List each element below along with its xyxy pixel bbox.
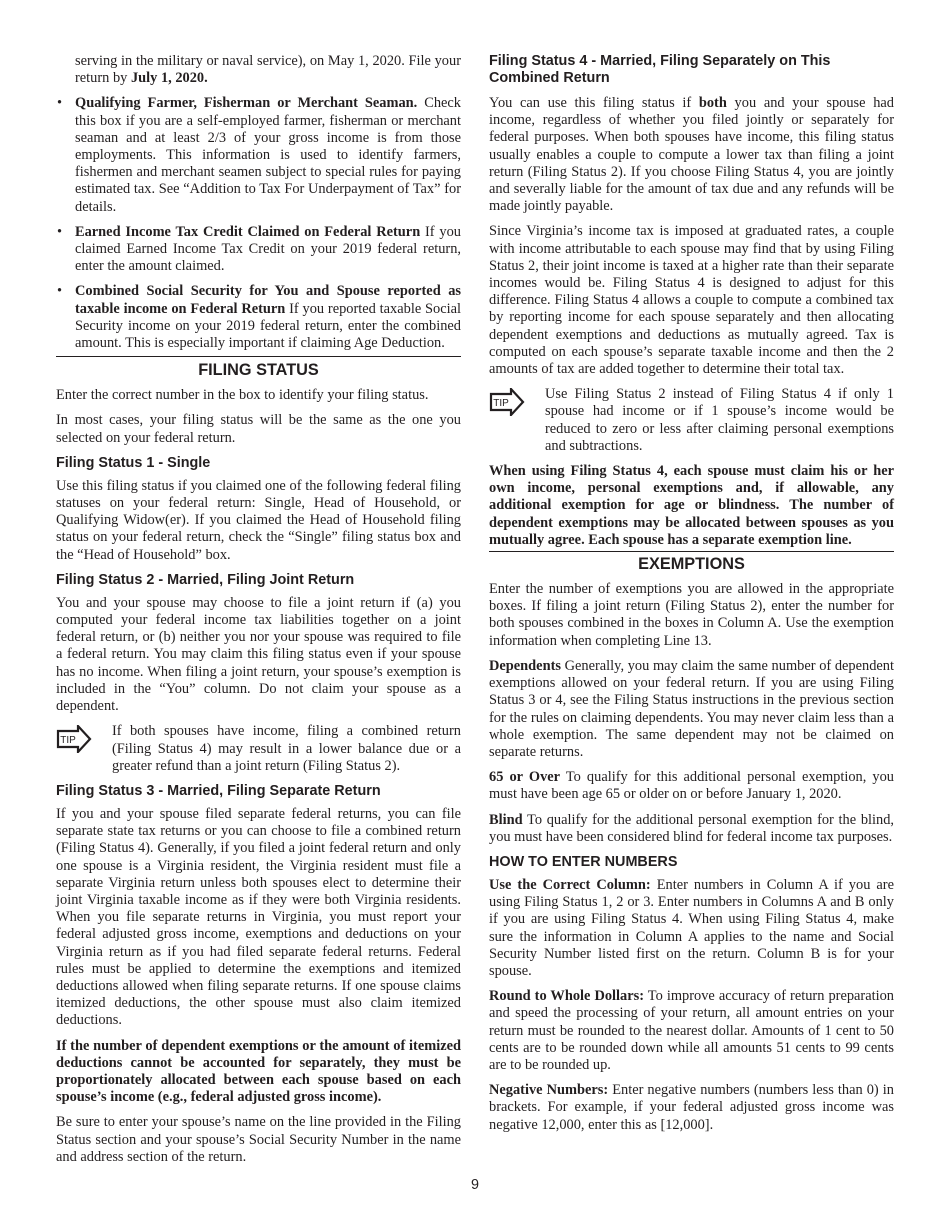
blind-paragraph: Blind To qualify for the additional personal exemption for the blind, you must have been considered blind for federal income tax purposes. (489, 811, 894, 845)
intro-date: July 1, 2020. (130, 70, 208, 87)
tip-text-status-2-instead: Use Filing Status 2 instead of Filing Status 4 if only 1 spouse had income or if 1 spouse’s income would be reduced to zero or less after claiming personal exemptions and subtractions. (545, 386, 894, 454)
filing-status-1-heading: Filing Status 1 - Single (56, 454, 211, 471)
filing-status-title: FILING STATUS (56, 356, 461, 380)
age-65-paragraph: 65 or Over To qualify for this additional personal exemption, you must have been age 65 or older on or before January 1, 2020. (489, 769, 894, 803)
exemptions-title: EXEMPTIONS (638, 555, 745, 574)
filing-status-4-heading: Filing Status 4 - Married, Filing Separately on This Combined Return (489, 53, 831, 86)
correct-column-paragraph: Use the Correct Column: Enter numbers in Column A if you are using Filing Status 1, 2 or 3. Enter numbers in Columns A and B only if you are using Filing Status 4. When using Filing Status 4, make sure the information in Column A applies to the name and Social Security Number listed first on the return. Column B is for your spouse. (489, 876, 894, 979)
filing-status-4-body: You can use this filing status if both you and your spouse had income, regardless of whether you filed jointly or separately for federal purposes. When both spouses have income, this filing status usually enables a couple to compute a lower tax than filing a joint return (Filing Status 2). If you choose Filing Status 4, you are jointly and severally liable for the amount of tax due and any refunds will be made jointly payable. (489, 95, 894, 215)
filing-status-note: In most cases, your filing status will be the same as the one you selected on your federal return. (56, 412, 461, 446)
checkbox-bullets (56, 95, 461, 352)
round-dollars-paragraph: Round to Whole Dollars: To improve accuracy of return preparation and speed the processing of your return, all amount entries on your return must be rounded to the nearest dollar. Amounts of 1 cent to 50 cents are to be rounded down while all amounts 51 cents to 99 cents are to be rounded up. (489, 988, 894, 1073)
page-number: 9 (470, 1177, 479, 1193)
filing-status-3-body: If you and your spouse filed separate federal returns, you can file separate state tax returns or you can choose to file a combined return (Filing Status 4). Generally, if you filed a joint federal return and only one spouse is a Virginia resident, the Virginia resident must file a separate Virginia return unless both spouses elect to determine their joint Virginia taxable income as if they were both Virginia residents. When you file separate returns in Virginia, you must report your federal adjusted gross income, exemptions and deductions on your Virginia return as if you had filed separate federal returns. Federal rules must be applied to determine the exemptions and itemized deductions allowed when filing separate returns. If one spouse claims itemized deductions, the other spouse must also claim itemized deductions. (56, 805, 461, 1029)
filing-status-1-body: Use this filing status if you claimed one of the following federal filing statuses on your federal return: Single, Head of Household, or Qualifying Widow(er). If you claimed the Head of Household filing status on your federal return, check the “Single” filing status box and the “Head of Household” box. (56, 477, 461, 563)
filing-status-3-heading: Filing Status 3 - Married, Filing Separate Return (56, 782, 381, 799)
filing-status-4-bold-note: When using Filing Status 4, each spouse must claim his or her own income, personal exemptions and, if allowable, any additional exemption for age or blindness. The number of dependent exemptions may be allocated between spouses as you mutually agree. Each spouse has a separate exemption line. (489, 463, 894, 552)
exemptions-intro: Enter the number of exemptions you are allowed in the appropriate boxes. If filing a joint return (Filing Status 2), enter the number for both spouses combined in the boxes in Column A. Use the exemption information when completing Line 13. (489, 581, 894, 649)
bullet-earned-income-credit: • Earned Income Tax Credit Claimed on Federal Return If you claimed Earned Income Tax Credit on your 2019 federal return, enter the amount claimed. (56, 224, 461, 276)
filing-status-intro: Enter the correct number in the box to identify your filing status. (56, 387, 429, 404)
right-column (489, 53, 894, 1142)
intro-paragraph: serving in the military or naval service), on May 1, 2020. File your return by July 1, 2020. (75, 53, 461, 87)
filing-status-2-heading: Filing Status 2 - Married, Filing Joint Return (56, 571, 355, 588)
filing-status-4-graduated-rates: Since Virginia’s income tax is imposed at graduated rates, a couple with income attributable to each spouse may find that by using Filing Status 2, their joint income is taxed at a higher rate than their separate incomes would be. Filing Status 4 is designed to adjust for this difference. Filing Status 4 allows a couple to compute a combined tax by reporting income for each spouse separately and then allocating dependent exemptions and deductions as mutually agreed. Tax is computed on each spouse’s separate taxable income and then the 2 amounts of tax are added together to determine their total tax. (489, 223, 894, 378)
bullet-combined-social-security: • Combined Social Security for You and Spouse reported as taxable income on Federal Return If you reported taxable Social Security income on your 2019 federal return, enter the combined amount. This is especially important if claiming Age Deduction. (56, 283, 461, 352)
filing-status-3-spouse-note: Be sure to enter your spouse’s name on the line provided in the Filing Status section and your spouse’s Social Security Number in the name and address section of the return. (56, 1114, 461, 1165)
filing-status-2-body: You and your spouse may choose to file a joint return if (a) you computed your federal income tax liabilities together on a joint federal return, or (b) neither you nor your spouse was required to file a federal return. You may claim this filing status even if your spouse has no income. When filing a joint return, your spouse’s exemption is included in the “You” column. Do not claim your spouse as a dependent. (56, 594, 461, 715)
dependents-paragraph: Dependents Generally, you may claim the same number of dependent exemptions allowed on your federal return. If you are using Filing Status 3 or 4, see the Filing Status instructions in the previous section for the rules on claiming dependents. You may never claim less than a whole exemption. The same dependent may not be claimed on separate returns. (489, 657, 894, 760)
negative-numbers-paragraph: Negative Numbers: Enter negative numbers (numbers less than 0) in brackets. For example, if your federal adjusted gross income was negative 12,000, enter this as [12,000]. (489, 1082, 894, 1133)
tip-box-combined-return (56, 723, 461, 775)
tip-text-combined-return: If both spouses have income, filing a combined return (Filing Status 4) may result in a lower balance due or a greater refund than a joint return (Filing Status 2). (112, 723, 461, 774)
svg-text:TIP: TIP (60, 735, 76, 747)
tip-arrow-icon (56, 723, 112, 775)
left-column (56, 53, 461, 1174)
tip-arrow-icon (489, 386, 545, 455)
svg-text:TIP: TIP (493, 398, 509, 410)
filing-status-3-bold-note: If the number of dependent exemptions or the amount of itemized deductions cannot be accounted for separately, they must be proportionately allocated between each spouse based on each spouse’s income (e.g., federal adjusted gross income). (56, 1037, 461, 1106)
bullet-qualifying-farmer: • Qualifying Farmer, Fisherman or Merchant Seaman. Check this box if you are a self-employed farmer, fisherman or merchant seaman and at least 2/3 of your gross income is from those employments. This information is used to identify farmers, fishermen and merchant seamen subject to special rules for paying estimated tax. See “Addition to Tax For Underpayment of Tax” for details. (56, 95, 461, 215)
how-to-enter-numbers-heading: HOW TO ENTER NUMBERS (489, 853, 678, 870)
tip-box-status-2-instead (489, 386, 894, 455)
